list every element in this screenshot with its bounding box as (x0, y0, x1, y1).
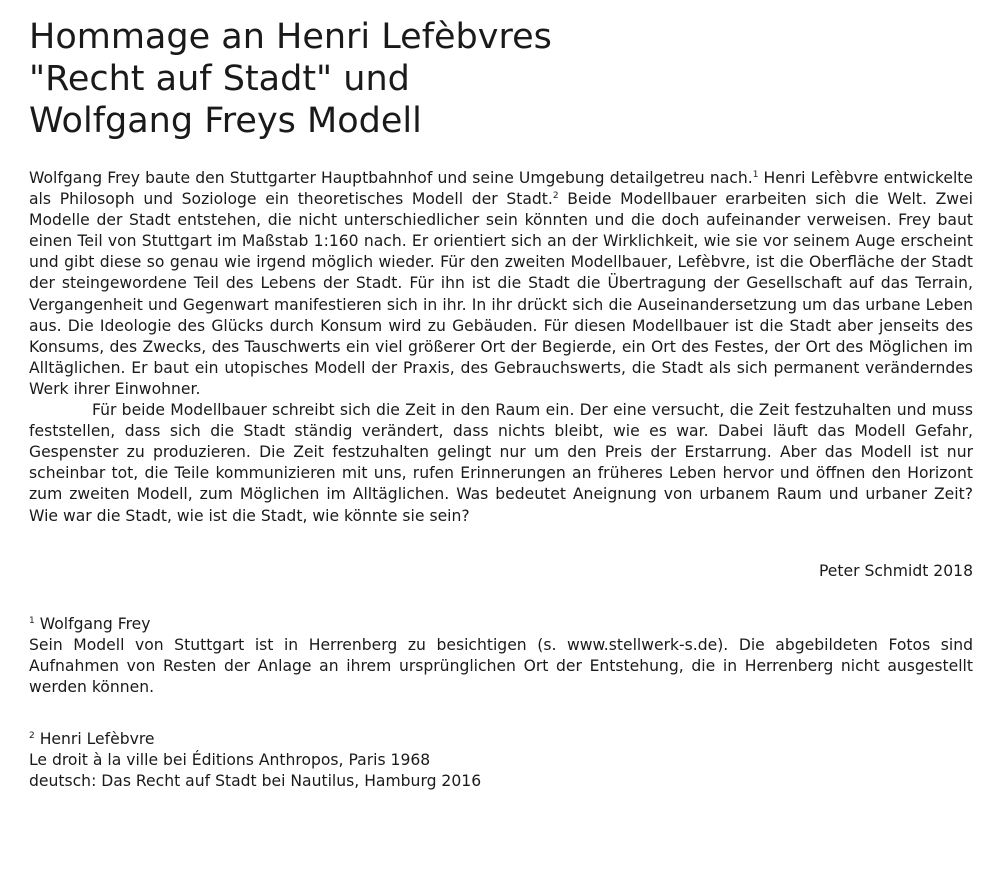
paragraph-1 (29, 168, 973, 400)
paragraph-1-part-2: Henri Lefèbvre entwickelte als Philosoph und Soziologe ein theoretisches Modell der Stadt. (29, 169, 974, 209)
document-page (29, 16, 973, 792)
footnote-1 (29, 614, 973, 698)
paragraph-1-part-3: Beide Modellbauer erarbeiten sich die Welt. Zwei Modelle der Stadt entstehen, die nicht unterschiedlicher sein könnten und die doch aufeinander verweisen. Frey baut einen Teil von Stuttgart im Maßstab 1:160 nach. Er orientiert sich an der Wirklichkeit, wie sie vor seinem Auge erscheint und gibt diese so genau wie irgend möglich wieder. Für den zweiten Modellbauer, Lefèbvre, ist die Oberfläche der Stadt der steingewordene Teil des Lebens der Stadt. Für ihn ist die Stadt die Übertragung der Gesellschaft auf das Terrain, Vergangenheit und Gegenwart manifestieren sich in ihr. In ihr drückt sich die Auseinandersetzung um das urbane Leben aus. Die Ideologie des Glücks durch Konsum wird zu Gebäuden. Für diesen Modellbauer ist die Stadt aber jenseits des Konsums, des Zwecks, des Tauschwerts ein viel größerer Ort der Begierde, ein Ort des Festes, der Ort des Möglichen im Alltäglichen. Er baut ein utopisches Modell der Praxis, des Gebrauchswerts, die Stadt als sich permanent veränderndes Werk ihrer Einwohner. (29, 190, 973, 398)
essay-body (29, 168, 973, 527)
footnote-2-number: 2 (29, 730, 35, 741)
footnote-1-text: Sein Modell von Stuttgart ist in Herrenberg zu besichtigen (s. www.stellwerk-s.de). Die abgebildeten Fotos sind Aufnahmen von Resten der Anlage an ihrem ursprünglichen Ort der Entstehung, die in Herrenberg nicht ausgestellt werden können. (29, 635, 973, 696)
title-line-3: Wolfgang Freys Modell (29, 101, 422, 141)
footnote-2-heading-line (29, 729, 973, 750)
page-title (29, 16, 973, 142)
paragraph-2: Für beide Modellbauer schreibt sich die Zeit in den Raum ein. Der eine versucht, die Zeit festzuhalten und muss feststellen, dass sich die Stadt ständig verändert, dass nichts bleibt, wie es war. Dabei läuft das Modell Gefahr, Gespenster zu produzieren. Die Zeit festzuhalten gelingt nur um den Preis der Erstarrung. Aber das Modell ist nur scheinbar tot, die Teile kommunizieren mit uns, rufen Erinnerungen an früheres Leben hervor und öffnen den Horizont zum zweiten Modell, zum Möglichen im Alltäglichen. Was bedeutet Aneignung von urbanem Raum und urbaner Zeit? Wie war die Stadt, wie ist die Stadt, wie könnte sie sein? (29, 401, 973, 525)
footnote-1-number: 1 (29, 615, 35, 626)
title-line-2: "Recht auf Stadt" und (29, 59, 410, 99)
title-line-1: Hommage an Henri Lefèbvres (29, 17, 552, 57)
footnote-2-line-2: deutsch: Das Recht auf Stadt bei Nautilus, Hamburg 2016 (29, 771, 482, 790)
footnote-2 (29, 729, 973, 792)
footnote-1-heading-line (29, 614, 973, 635)
footnote-2-line-1: Le droit à la ville bei Éditions Anthropos, Paris 1968 (29, 750, 431, 769)
footnote-ref-2: 2 (552, 190, 559, 201)
footnote-ref-1: 1 (752, 169, 759, 180)
footnote-1-heading: Wolfgang Frey (39, 614, 151, 633)
author-signature: Peter Schmidt 2018 (818, 561, 973, 580)
paragraph-1-part-1: Wolfgang Frey baute den Stuttgarter Hauptbahnhof und seine Umgebung detailgetreu nach. (29, 169, 753, 187)
footnote-2-heading: Henri Lefèbvre (39, 729, 155, 748)
